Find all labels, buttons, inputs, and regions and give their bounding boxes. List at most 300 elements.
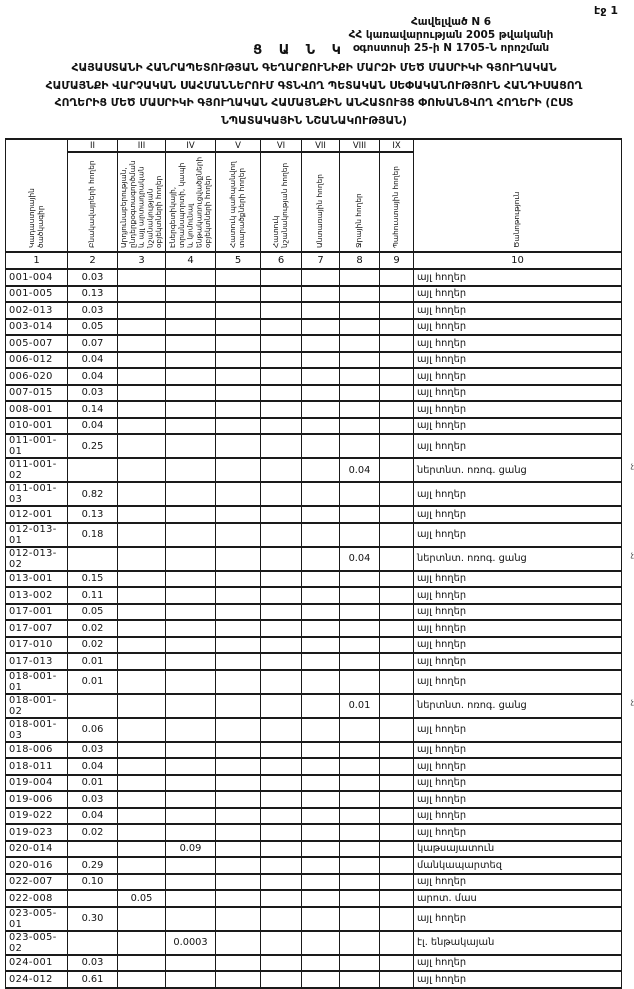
value-cell xyxy=(216,694,261,718)
value-cell xyxy=(380,955,414,972)
value-cell: 0.04 xyxy=(340,547,380,571)
value-cell xyxy=(380,742,414,759)
value-cell xyxy=(216,857,261,874)
value-cell xyxy=(216,458,261,482)
table-body xyxy=(6,269,634,988)
column-label-text: Պահուստային հողեր xyxy=(391,166,401,248)
value-cell xyxy=(118,458,166,482)
value-cell xyxy=(340,653,380,670)
value-cell: 0.02 xyxy=(68,620,118,637)
title-line-1: ՀԱՅԱՍՏԱՆԻ ՀԱՆՐԱՊԵՏՈՒԹՅԱՆ ԳԵՂԱՐՔՈՒՆԻՔԻ ՄԱՐԶԻ ՄԵԾ ՄԱՍՐԻԿԻ ԳՅՈՒՂԱԿԱՆ xyxy=(71,61,557,74)
value-cell xyxy=(118,824,166,841)
value-cell xyxy=(261,890,302,907)
note-cell: այլ հողեր xyxy=(414,523,622,547)
value-cell xyxy=(261,931,302,955)
cadastral-code-cell: 011-001-01 xyxy=(6,434,68,458)
value-cell xyxy=(261,335,302,352)
value-cell xyxy=(302,523,340,547)
value-cell xyxy=(261,418,302,435)
table-row xyxy=(6,874,622,891)
title-line-3: ՀՈՂԵՐԻՑ ՄԵԾ ՄԱՍՐԻԿԻ ԳՅՈՒՂԱԿԱՆ ՀԱՄԱՅՆՔԻՆ ԱՆՀԱՏՈՒՅՑ ՓՈԽԱՆՑՎՈՂ ՀՈՂԵՐԻ (ԸՍՏ xyxy=(54,96,574,109)
value-cell xyxy=(380,694,414,718)
value-cell xyxy=(166,302,216,319)
value-cell xyxy=(216,758,261,775)
cadastral-code-cell: 013-002 xyxy=(6,587,68,604)
table-row xyxy=(6,718,622,742)
value-cell xyxy=(261,907,302,931)
value-cell xyxy=(380,352,414,369)
value-cell xyxy=(216,335,261,352)
handwritten-margin-mark: չ xyxy=(630,461,634,470)
value-cell xyxy=(261,401,302,418)
value-cell xyxy=(380,523,414,547)
note-cell: այլ հողեր xyxy=(414,824,622,841)
value-cell xyxy=(340,637,380,654)
cadastral-code-cell: 017-010 xyxy=(6,637,68,654)
note-cell: այլ հողեր xyxy=(414,718,622,742)
table-row xyxy=(6,670,622,694)
cadastral-code-cell: 002-013 xyxy=(6,302,68,319)
value-cell xyxy=(380,335,414,352)
cadastral-code-cell: 005-007 xyxy=(6,335,68,352)
table-row xyxy=(6,955,622,972)
cadastral-code-cell: 012-001 xyxy=(6,506,68,523)
value-cell xyxy=(166,971,216,988)
value-cell xyxy=(261,319,302,336)
column-number-row xyxy=(6,252,622,269)
value-cell xyxy=(118,758,166,775)
value-cell xyxy=(166,670,216,694)
value-cell xyxy=(118,841,166,858)
cadastral-code-cell: 022-008 xyxy=(6,890,68,907)
note-cell: այլ հողեր xyxy=(414,775,622,792)
value-cell xyxy=(216,571,261,588)
value-cell xyxy=(216,824,261,841)
note-cell: այլ հողեր xyxy=(414,335,622,352)
value-cell xyxy=(340,319,380,336)
value-cell xyxy=(340,418,380,435)
cadastral-code-header-text: Կադաստրային ծածկագիր xyxy=(26,187,45,248)
value-cell xyxy=(118,874,166,891)
column-number-cell: 5 xyxy=(216,252,261,269)
roman-numeral-cell: IV xyxy=(166,139,216,152)
cadastral-code-cell: 017-001 xyxy=(6,604,68,621)
note-cell: այլ հողեր xyxy=(414,571,622,588)
value-cell xyxy=(216,907,261,931)
table-row xyxy=(6,418,622,435)
value-cell xyxy=(216,604,261,621)
value-cell xyxy=(380,670,414,694)
table-row xyxy=(6,775,622,792)
value-cell xyxy=(261,694,302,718)
value-cell xyxy=(302,571,340,588)
value-cell xyxy=(68,841,118,858)
value-cell xyxy=(118,269,166,286)
value-cell xyxy=(118,694,166,718)
value-cell xyxy=(166,385,216,402)
note-cell: այլ հողեր xyxy=(414,637,622,654)
value-cell: 0.05 xyxy=(118,890,166,907)
column-number-cell: 6 xyxy=(261,252,302,269)
value-cell: 0.07 xyxy=(68,335,118,352)
value-cell xyxy=(118,434,166,458)
value-cell xyxy=(261,269,302,286)
value-cell xyxy=(216,890,261,907)
note-cell: այլ հողեր xyxy=(414,482,622,506)
note-cell: էլ. ենթակայան xyxy=(414,931,622,955)
value-cell xyxy=(340,604,380,621)
value-cell xyxy=(302,482,340,506)
note-header-text: Ծանոթություն xyxy=(512,191,522,248)
table-row xyxy=(6,907,622,931)
value-cell xyxy=(118,653,166,670)
value-cell: 0.25 xyxy=(68,434,118,458)
value-cell xyxy=(340,775,380,792)
note-cell: այլ հողեր xyxy=(414,385,622,402)
cadastral-code-cell: 023-005-01 xyxy=(6,907,68,931)
roman-numeral-cell: IX xyxy=(380,139,414,152)
value-cell xyxy=(166,401,216,418)
note-header xyxy=(414,139,622,252)
table-row xyxy=(6,319,622,336)
note-cell: այլ հողեր xyxy=(414,302,622,319)
value-cell xyxy=(302,335,340,352)
value-cell xyxy=(340,808,380,825)
value-cell xyxy=(340,670,380,694)
note-cell: այլ հողեր xyxy=(414,269,622,286)
value-cell xyxy=(166,418,216,435)
value-cell xyxy=(118,286,166,303)
value-cell xyxy=(302,401,340,418)
column-number-cell: 8 xyxy=(340,252,380,269)
cadastral-code-cell: 011-001-02 xyxy=(6,458,68,482)
cadastral-code-cell: 017-013 xyxy=(6,653,68,670)
value-cell xyxy=(340,302,380,319)
value-cell xyxy=(118,742,166,759)
value-cell xyxy=(216,791,261,808)
title-line-4: ՆՊԱՏԱԿԱՅԻՆ ՆՇԱՆԱԿՈՒԹՅԱՆ) xyxy=(221,113,407,127)
cadastral-code-cell: 001-005 xyxy=(6,286,68,303)
note-cell: այլ հողեր xyxy=(414,587,622,604)
column-label-text: Էներգետիկայի, տրանսպորտի, կապի և կոմունալ ենթակառուցվածքների օբյեկտների հողեր xyxy=(167,156,212,248)
column-number-cell: 4 xyxy=(166,252,216,269)
table-row xyxy=(6,808,622,825)
value-cell xyxy=(380,506,414,523)
value-cell xyxy=(118,587,166,604)
value-cell xyxy=(302,620,340,637)
value-cell xyxy=(261,352,302,369)
value-cell xyxy=(166,352,216,369)
note-cell: մանկապարտեզ xyxy=(414,857,622,874)
value-cell xyxy=(340,857,380,874)
cadastral-code-cell: 019-022 xyxy=(6,808,68,825)
value-cell xyxy=(166,637,216,654)
value-cell xyxy=(118,385,166,402)
value-cell: 0.18 xyxy=(68,523,118,547)
note-cell: այլ հողեր xyxy=(414,604,622,621)
table-row xyxy=(6,352,622,369)
value-cell xyxy=(380,874,414,891)
value-cell xyxy=(166,620,216,637)
value-cell xyxy=(302,286,340,303)
value-cell xyxy=(380,286,414,303)
value-cell xyxy=(340,907,380,931)
value-cell: 0.15 xyxy=(68,571,118,588)
table-row xyxy=(6,506,622,523)
roman-numeral-cell: II xyxy=(68,139,118,152)
value-cell xyxy=(261,857,302,874)
value-cell xyxy=(261,620,302,637)
value-cell: 0.03 xyxy=(68,302,118,319)
value-cell: 0.13 xyxy=(68,506,118,523)
value-cell xyxy=(302,434,340,458)
value-cell xyxy=(118,547,166,571)
value-cell xyxy=(340,335,380,352)
value-cell xyxy=(340,401,380,418)
value-cell xyxy=(302,506,340,523)
value-cell: 0.01 xyxy=(68,653,118,670)
value-cell xyxy=(261,302,302,319)
value-cell xyxy=(340,506,380,523)
cadastral-code-cell: 007-015 xyxy=(6,385,68,402)
value-cell xyxy=(380,808,414,825)
value-cell xyxy=(302,319,340,336)
note-cell: ներտնտ. ոռոգ. ցանց չ xyxy=(414,458,622,482)
value-cell xyxy=(118,352,166,369)
column-label xyxy=(340,152,380,252)
value-cell: 0.13 xyxy=(68,286,118,303)
value-cell xyxy=(118,931,166,955)
value-cell xyxy=(380,587,414,604)
value-cell xyxy=(380,482,414,506)
value-cell xyxy=(380,758,414,775)
cadastral-code-cell: 018-001-01 xyxy=(6,670,68,694)
cadastral-code-cell: 018-011 xyxy=(6,758,68,775)
value-cell: 0.82 xyxy=(68,482,118,506)
cadastral-code-cell: 022-007 xyxy=(6,874,68,891)
value-cell xyxy=(380,931,414,955)
annex-line-3: օգոստոսի 25-ի N 1705-Ն որոշման xyxy=(352,42,550,54)
value-cell: 0.03 xyxy=(68,742,118,759)
value-cell xyxy=(302,874,340,891)
value-cell xyxy=(261,587,302,604)
value-cell xyxy=(340,718,380,742)
value-cell xyxy=(302,653,340,670)
cadastral-code-cell: 006-020 xyxy=(6,368,68,385)
table-row xyxy=(6,571,622,588)
value-cell xyxy=(166,824,216,841)
value-cell xyxy=(380,401,414,418)
value-cell xyxy=(166,791,216,808)
value-cell xyxy=(261,791,302,808)
note-cell: այլ հողեր xyxy=(414,907,622,931)
value-cell: 0.01 xyxy=(340,694,380,718)
column-label-text: Հատուկ պահպանվող տարածքների հողեր xyxy=(228,161,246,248)
column-number-cell: 10 xyxy=(414,252,622,269)
cadastral-code-cell: 019-004 xyxy=(6,775,68,792)
value-cell xyxy=(118,335,166,352)
note-cell: այլ հողեր xyxy=(414,434,622,458)
value-cell xyxy=(261,523,302,547)
column-label xyxy=(166,152,216,252)
value-cell xyxy=(118,368,166,385)
cadastral-code-cell: 019-006 xyxy=(6,791,68,808)
value-cell: 0.29 xyxy=(68,857,118,874)
cadastral-code-cell: 006-012 xyxy=(6,352,68,369)
note-cell: ներտնտ. ոռոգ. ցանց չ xyxy=(414,694,622,718)
value-cell xyxy=(68,694,118,718)
value-cell xyxy=(340,587,380,604)
cadastral-code-cell: 008-001 xyxy=(6,401,68,418)
table-row xyxy=(6,620,622,637)
value-cell xyxy=(216,352,261,369)
value-cell xyxy=(380,368,414,385)
value-cell xyxy=(340,791,380,808)
value-cell xyxy=(380,319,414,336)
value-cell xyxy=(166,718,216,742)
column-number-cell: 1 xyxy=(6,252,68,269)
value-cell xyxy=(302,775,340,792)
value-cell xyxy=(340,955,380,972)
value-cell xyxy=(340,931,380,955)
value-cell xyxy=(261,482,302,506)
note-cell: այլ հողեր xyxy=(414,352,622,369)
value-cell xyxy=(302,841,340,858)
note-cell: այլ հողեր xyxy=(414,368,622,385)
annex-line-1: Հավելված N 6 xyxy=(410,16,492,28)
value-cell xyxy=(118,791,166,808)
value-cell xyxy=(166,523,216,547)
cadastral-code-header xyxy=(6,139,68,252)
table-row xyxy=(6,587,622,604)
value-cell xyxy=(261,824,302,841)
table-row xyxy=(6,653,622,670)
table-row xyxy=(6,286,622,303)
table-row xyxy=(6,434,622,458)
value-cell xyxy=(216,775,261,792)
table-row xyxy=(6,742,622,759)
value-cell: 0.03 xyxy=(68,791,118,808)
value-cell: 0.0003 xyxy=(166,931,216,955)
value-cell xyxy=(302,971,340,988)
value-cell xyxy=(380,269,414,286)
value-cell xyxy=(302,824,340,841)
value-cell xyxy=(118,523,166,547)
value-cell xyxy=(380,571,414,588)
value-cell: 0.04 xyxy=(68,758,118,775)
value-cell xyxy=(340,890,380,907)
value-cell xyxy=(340,385,380,402)
roman-numeral-cell: VI xyxy=(261,139,302,152)
note-cell: այլ հողեր xyxy=(414,401,622,418)
value-cell xyxy=(118,506,166,523)
value-cell xyxy=(216,587,261,604)
value-cell xyxy=(261,775,302,792)
value-cell xyxy=(166,890,216,907)
value-cell xyxy=(340,841,380,858)
note-cell: այլ հողեր xyxy=(414,418,622,435)
value-cell xyxy=(380,890,414,907)
cadastral-code-cell: 017-007 xyxy=(6,620,68,637)
value-cell: 0.14 xyxy=(68,401,118,418)
table-row xyxy=(6,482,622,506)
value-cell xyxy=(216,286,261,303)
note-cell: կաթսայատուն xyxy=(414,841,622,858)
value-cell xyxy=(118,319,166,336)
value-cell xyxy=(380,718,414,742)
table-row xyxy=(6,368,622,385)
value-cell xyxy=(261,506,302,523)
value-cell xyxy=(261,742,302,759)
table-row xyxy=(6,890,622,907)
value-cell xyxy=(302,637,340,654)
value-cell xyxy=(118,775,166,792)
value-cell xyxy=(68,547,118,571)
value-cell xyxy=(302,931,340,955)
cadastral-code-cell: 012-013-02 xyxy=(6,547,68,571)
value-cell xyxy=(302,587,340,604)
value-cell xyxy=(380,547,414,571)
value-cell xyxy=(216,718,261,742)
value-cell xyxy=(166,368,216,385)
value-cell: 0.61 xyxy=(68,971,118,988)
value-cell xyxy=(166,587,216,604)
value-cell xyxy=(380,458,414,482)
value-cell xyxy=(216,653,261,670)
value-cell: 0.10 xyxy=(68,874,118,891)
value-cell xyxy=(302,269,340,286)
value-cell xyxy=(166,482,216,506)
value-cell: 0.06 xyxy=(68,718,118,742)
roman-numeral-cell: III xyxy=(118,139,166,152)
column-label-text: Հատուկ նշանակության հողեր xyxy=(271,162,289,248)
value-cell xyxy=(118,718,166,742)
value-cell xyxy=(166,694,216,718)
land-transfer-table xyxy=(5,138,634,989)
cadastral-code-cell: 020-016 xyxy=(6,857,68,874)
value-cell: 0.11 xyxy=(68,587,118,604)
value-cell xyxy=(166,335,216,352)
value-cell xyxy=(166,269,216,286)
value-cell xyxy=(302,547,340,571)
table-row xyxy=(6,971,622,988)
value-cell: 0.04 xyxy=(68,418,118,435)
note-cell: այլ հողեր xyxy=(414,286,622,303)
value-cell xyxy=(302,418,340,435)
value-cell xyxy=(118,482,166,506)
note-cell: այլ հողեր xyxy=(414,955,622,972)
table-row xyxy=(6,824,622,841)
document-title xyxy=(4,59,624,129)
value-cell xyxy=(302,368,340,385)
note-cell: այլ հողեր xyxy=(414,758,622,775)
value-cell xyxy=(261,637,302,654)
value-cell xyxy=(302,742,340,759)
value-cell xyxy=(340,269,380,286)
cadastral-code-cell: 023-005-02 xyxy=(6,931,68,955)
value-cell xyxy=(380,857,414,874)
value-cell xyxy=(68,458,118,482)
value-cell xyxy=(216,434,261,458)
list-heading: Ց Ա Ն Կ xyxy=(253,43,347,58)
value-cell xyxy=(216,523,261,547)
value-cell xyxy=(166,547,216,571)
value-cell xyxy=(216,418,261,435)
note-cell: այլ հողեր xyxy=(414,319,622,336)
note-cell: այլ հողեր xyxy=(414,874,622,891)
column-label xyxy=(380,152,414,252)
value-cell xyxy=(380,841,414,858)
